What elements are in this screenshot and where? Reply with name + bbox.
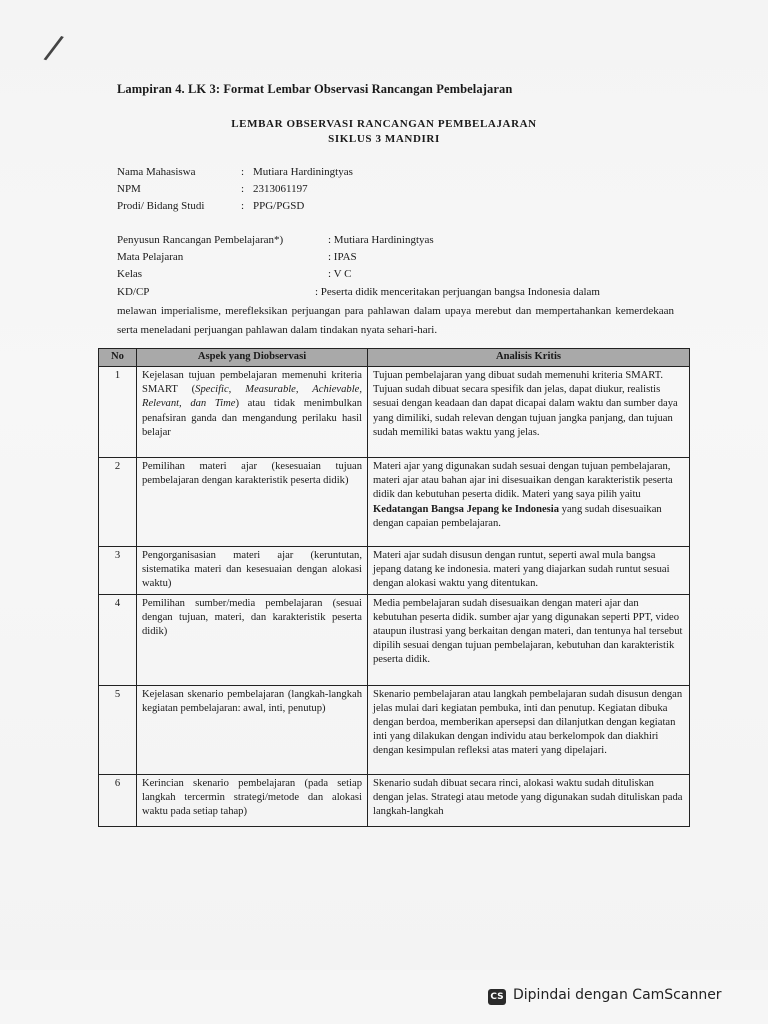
row-analisis — [368, 594, 690, 685]
aspek-text: Pemilihan sumber/media pembelajaran (sesuai dengan tujuan, materi, dan karakteristik peserta didik) — [142, 597, 362, 638]
row-aspek — [137, 774, 368, 826]
analisis-text: Tujuan pembelajaran yang dibuat sudah memenuhi kriteria SMART. Tujuan sudah dibuat secara spesifik dan jelas, dapat diukur, realistis sesuai dengan keadaan dan dapat dicapai dalam waktu dan sumber daya yang dimiliki, sudah relevan dengan tujuan jangka panjang, dan tujuan sudah memiliki batas waktu yang jelas. — [373, 370, 678, 438]
table-row — [99, 367, 690, 458]
row-analisis — [368, 547, 690, 595]
sheet-subtitle: SIKLUS 3 MANDIRI — [328, 133, 440, 145]
kdcp-first-line: : Peserta didik menceritakan perjuangan bangsa Indonesia dalam — [315, 286, 600, 298]
table-row — [99, 547, 690, 595]
aspek-text: Pemilihan materi ajar (kesesuaian tujuan pembelajaran dengan karakteristik peserta didik) — [142, 461, 362, 487]
row-no: 5 — [99, 685, 137, 774]
row-no: 3 — [99, 547, 137, 595]
npm-sep: : — [241, 183, 245, 195]
name-value: Mutiara Hardiningtyas — [253, 166, 353, 178]
analisis-text: Materi ajar sudah disusun dengan runtut, seperti awal mula bangsa jepang datang ke indonesia. materi yang diajarkan sudah runtut sesuai dengan alokasi waktu yang ditentukan. — [373, 550, 670, 590]
aspek-text: Kerincian skenario pembelajaran (pada setiap langkah tercermin strategi/metode dan alokasi waktu pada setiap tahap) — [142, 777, 362, 818]
analisis-text: Media pembelajaran sudah disesuaikan dengan materi ajar dan kebutuhan peserta didik. sumber ajar yang digunakan seperti PPT, video ataupun ilustrasi yang berkaitan dengan materi, dan tentunya hal tersebut dipilih sesuai dengan tujuan pembelajaran, kebutuhan dan karakteristik peserta didik. — [373, 597, 683, 666]
row-analisis — [368, 774, 690, 826]
npm-label: NPM — [117, 183, 141, 195]
row-aspek — [137, 685, 368, 774]
row-aspek — [137, 594, 368, 685]
aspek-text: Kejelasan skenario pembelajaran (langkah-langkah kegiatan pembelajaran: awal, inti, penutup) — [142, 688, 362, 714]
row-analisis — [368, 367, 690, 458]
row-no: 1 — [99, 367, 137, 458]
table-row — [99, 594, 690, 685]
sheet-title: LEMBAR OBSERVASI RANCANGAN PEMBELAJARAN — [231, 118, 537, 130]
row-aspek — [137, 547, 368, 595]
name-sep: : — [241, 166, 245, 178]
row-no: 2 — [99, 458, 137, 547]
aspek-text-end: ) atau tidak menimbulkan penafsiran ganda dan mengandung perilaku hasil belajar — [142, 398, 363, 438]
prodi-label: Prodi/ Bidang Studi — [117, 200, 205, 212]
analisis-text-end: yang sudah disesuaikan dengan capaian pembelajaran. — [373, 503, 662, 529]
student-info — [117, 164, 517, 218]
row-no: 4 — [99, 594, 137, 685]
kdcp-label: KD/CP — [117, 286, 150, 298]
analisis-bold-text: Kedatangan Bangsa Jepang ke Indonesia — [373, 503, 560, 515]
row-no: 6 — [99, 774, 137, 826]
row-aspek — [137, 458, 368, 547]
table-row — [99, 685, 690, 774]
pen-mark-icon: / — [41, 27, 66, 69]
aspek-text: Pengorganisasian materi ajar (keruntutan, sistematika materi dan kesesuaian dengan alokasi waktu) — [142, 550, 362, 590]
table-row — [99, 458, 690, 547]
class-value: : V C — [328, 268, 352, 280]
table-header-row — [99, 349, 690, 367]
author-label: Penyusun Rancangan Pembelajaran*) — [117, 234, 284, 246]
kdcp-rest: melawan imperialisme, merefleksikan perjuangan para pahlawan dalam upaya merebut dan mempertahankan kemerdekaan serta meneladani perjuangan pahlawan dalam tindakan nyata sehari-hari. — [117, 305, 674, 336]
npm-value: 2313061197 — [253, 183, 308, 195]
author-value: : Mutiara Hardiningtyas — [328, 234, 434, 246]
analisis-text: Skenario sudah dibuat secara rinci, alokasi waktu sudah dituliskan dengan jelas. Strategi atau metode yang digunakan sudah dituliskan pada langkah-langkah — [373, 777, 683, 818]
header-analisis: Analisis Kritis — [368, 349, 690, 367]
plan-info — [117, 232, 677, 286]
class-label: Kelas — [117, 268, 143, 280]
prodi-value: PPG/PGSD — [253, 200, 305, 212]
aspek-italic-text: Specific, Measurable, Achievable, Relevant, dan Time — [142, 384, 362, 410]
name-label: Nama Mahasiswa — [117, 166, 196, 178]
row-analisis — [368, 458, 690, 547]
attachment-heading: Lampiran 4. LK 3: Format Lembar Observasi Rancangan Pembelajaran — [117, 82, 513, 96]
header-aspek: Aspek yang Diobservasi — [137, 349, 368, 367]
kdcp-block — [117, 283, 674, 340]
header-no: No — [99, 349, 137, 367]
prodi-sep: : — [241, 200, 245, 212]
camscanner-watermark: Dipindai dengan CamScanner — [513, 987, 722, 1003]
analisis-text: Materi ajar yang digunakan sudah sesuai dengan tujuan pembelajaran, materi ajar atau bahan ajar ini disesuaikan dengan karakteristik peserta didik dan kebutuhan peserta didik. Materi yang saya pilih yaitu — [373, 461, 673, 501]
table-row — [99, 774, 690, 826]
row-aspek — [137, 367, 368, 458]
camscanner-logo-icon: CS — [488, 989, 506, 1005]
aspek-text: Kejelasan tujuan pembelajaran memenuhi kriteria SMART ( — [142, 370, 362, 396]
subject-label: Mata Pelajaran — [117, 251, 184, 263]
analisis-text: Skenario pembelajaran atau langkah pembelajaran sudah disusun dengan jelas mulai dari kegiatan pembuka, inti dan penutup. Kegiatan dibuka dengan berdoa, memberikan apersepsi dan dilanjutkan dengan kegiatan inti yang dilakukan dengan individu atau berkelompok dan diakhiri dengan kesimpulan refleksi atas materi yang dipelajari. — [373, 688, 683, 757]
row-analisis — [368, 685, 690, 774]
observation-table — [98, 348, 690, 827]
subject-value: : IPAS — [328, 251, 357, 263]
